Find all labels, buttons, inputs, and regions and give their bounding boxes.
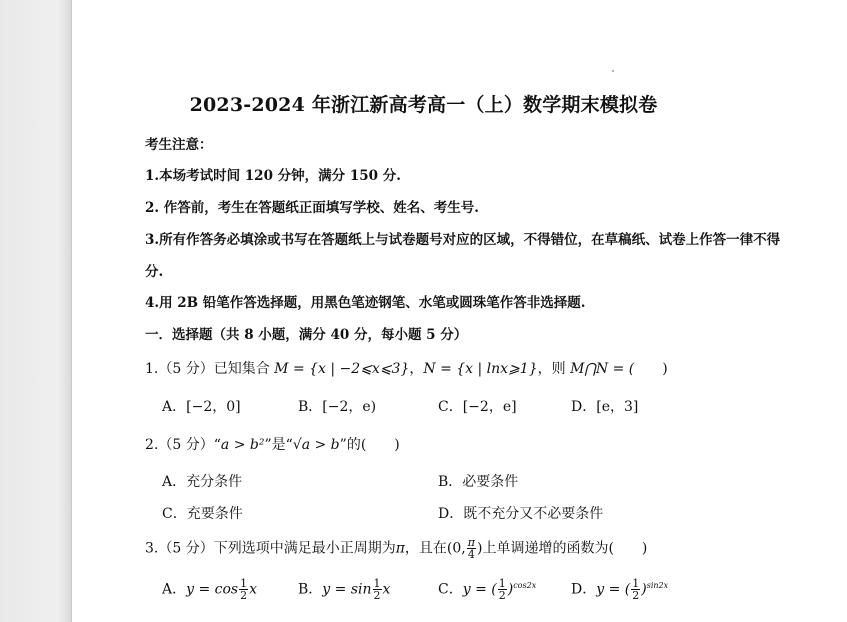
stem-text: ”的( xyxy=(339,437,367,453)
option-label: D． xyxy=(571,399,597,415)
option-text: 必要条件 xyxy=(462,474,519,490)
stem-text: 上单调递增的函数为( xyxy=(482,540,614,557)
fraction-denominator: 2 xyxy=(632,589,640,602)
answer-paren: ) xyxy=(641,540,648,557)
question-number: 3. xyxy=(145,540,159,557)
option-label: A． xyxy=(162,581,187,598)
question-3-stem xyxy=(145,537,647,560)
option-text: [−2，e] xyxy=(462,399,517,415)
option-text: [−2，0] xyxy=(186,399,241,415)
stem-text: ，且在 xyxy=(404,540,447,557)
set-m: M = {x | −2⩽x⩽3} xyxy=(274,361,410,377)
option-label: B． xyxy=(298,399,323,415)
stem-text: ， xyxy=(409,361,424,377)
notice-item-3-cont: 分. xyxy=(145,264,164,280)
notice-heading: 考生注意： xyxy=(145,137,213,153)
option-fraction xyxy=(239,578,248,601)
question-score: （5 分） xyxy=(158,361,214,377)
fraction-denominator: 2 xyxy=(373,589,381,602)
fraction-denominator: 4 xyxy=(467,548,475,561)
page-title: 2023-2024 年浙江新高考高一（上）数学期末模拟卷 xyxy=(189,94,658,116)
option-label: C． xyxy=(438,399,463,415)
fraction-numerator: 1 xyxy=(240,577,248,590)
option-label: D． xyxy=(571,581,597,598)
fraction-numerator: 1 xyxy=(373,577,381,590)
option-label: B． xyxy=(438,474,463,490)
q2-option-b[interactable] xyxy=(438,471,518,491)
notice-item-1: 1.本场考试时间 120 分钟，满分 150 分. xyxy=(145,168,401,184)
q2-option-c[interactable] xyxy=(162,503,243,523)
q3-option-c[interactable] xyxy=(438,578,536,601)
notice-item-2: 2. 作答前，考生在答题纸正面填写学校、姓名、考生号. xyxy=(145,200,479,216)
pi-symbol: π xyxy=(395,540,405,557)
fraction-numerator: 1 xyxy=(632,577,640,590)
option-label: C． xyxy=(162,506,187,522)
question-1-stem xyxy=(145,358,668,378)
q3-option-b[interactable] xyxy=(298,578,390,601)
question-score: （5 分） xyxy=(158,540,214,557)
option-expr: y = ( xyxy=(462,581,497,598)
option-label: C． xyxy=(438,581,463,598)
q3-option-a[interactable] xyxy=(162,578,257,601)
option-fraction xyxy=(631,578,640,601)
option-exponent: sin2x xyxy=(646,580,669,590)
interval-fraction xyxy=(467,537,476,560)
option-expr: y = sin xyxy=(322,581,372,598)
q1-option-b[interactable] xyxy=(298,396,376,416)
option-expr: ) xyxy=(641,581,647,598)
option-expr: y = ( xyxy=(596,581,631,598)
intersection-expr: M⋂N = ( xyxy=(570,361,635,377)
option-label: A． xyxy=(162,474,187,490)
option-text: 既不充分又不必要条件 xyxy=(463,506,604,522)
notice-item-3: 3.所有作答务必填涂或书写在答题纸上与试卷题号对应的区域，不得错位，在草稿纸、试卷上作答一律不得 xyxy=(145,232,781,248)
option-expr: x xyxy=(249,581,258,598)
option-exponent: cos2x xyxy=(513,580,537,590)
q2-option-a[interactable] xyxy=(162,471,242,491)
option-expr: x xyxy=(382,581,391,598)
option-text: 充分条件 xyxy=(186,474,243,490)
option-fraction xyxy=(373,578,382,601)
question-2-stem xyxy=(145,434,400,454)
q3-option-d[interactable] xyxy=(571,578,668,601)
answer-paren: ) xyxy=(394,437,400,453)
option-expr: ) xyxy=(507,581,514,598)
q2-option-d[interactable] xyxy=(438,503,603,523)
interval-close: ) xyxy=(476,540,483,557)
condition-a: a > b² xyxy=(220,437,265,453)
set-n: N = {x | lnx⩾1} xyxy=(423,361,538,377)
question-number: 2. xyxy=(145,437,159,453)
fraction-numerator: π xyxy=(467,536,475,549)
option-text: [e，3] xyxy=(596,399,639,415)
section-heading: 一．选择题（共 8 小题，满分 40 分，每小题 5 分） xyxy=(145,327,468,343)
page-dot xyxy=(612,70,614,72)
condition-b: √a > b xyxy=(292,437,340,453)
option-text: [−2，e) xyxy=(322,399,377,415)
stem-text: ”是“ xyxy=(264,437,293,453)
stem-text: ，则 xyxy=(537,361,571,377)
fraction-denominator: 2 xyxy=(240,589,248,602)
option-label: B． xyxy=(298,581,323,598)
option-label: D． xyxy=(438,506,464,522)
stem-text: “ xyxy=(213,437,221,453)
q1-option-a[interactable] xyxy=(162,396,241,416)
fraction-denominator: 2 xyxy=(498,589,506,602)
option-expr: y = cos xyxy=(186,581,239,598)
q1-option-c[interactable] xyxy=(438,396,517,416)
fraction-numerator: 1 xyxy=(498,577,506,590)
notice-item-4: 4.用 2B 铅笔作答选择题，用黑色笔迹钢笔、水笔或圆珠笔作答非选择题. xyxy=(145,295,586,311)
interval-open: (0, xyxy=(446,540,466,557)
option-fraction xyxy=(498,578,507,601)
question-score: （5 分） xyxy=(158,437,214,453)
option-text: 充要条件 xyxy=(186,506,243,522)
q1-option-d[interactable] xyxy=(571,396,638,416)
answer-paren: ) xyxy=(662,361,668,377)
question-number: 1. xyxy=(145,361,159,377)
stem-text: 下列选项中满足最小正周期为 xyxy=(213,540,396,557)
option-label: A． xyxy=(162,399,187,415)
stem-text: 已知集合 xyxy=(213,361,275,377)
